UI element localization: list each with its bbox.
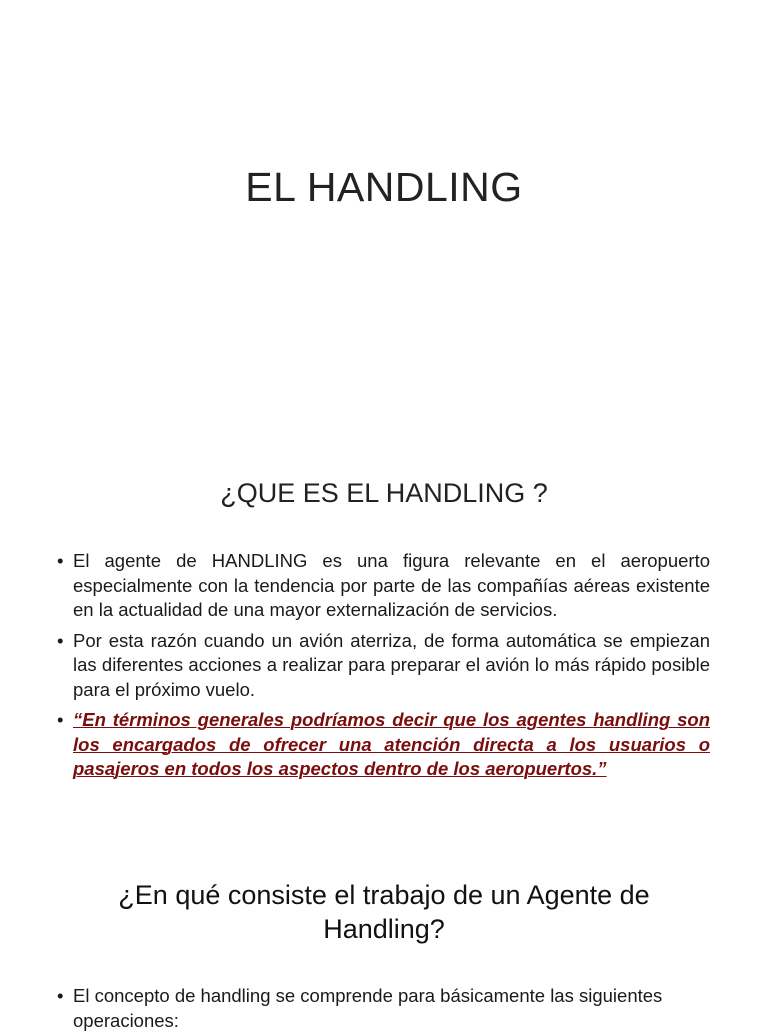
quote-list-item	[57, 708, 710, 782]
section-heading-line: Handling?	[323, 914, 445, 944]
bullet-text: El concepto de handling se comprende para básicamente las siguientes operaciones:	[73, 985, 663, 1031]
page-title: EL HANDLING	[245, 164, 523, 210]
list-item	[57, 629, 710, 703]
section-heading-trabajo	[0, 878, 768, 946]
bullet-text: El agente de HANDLING es una figura relevante en el aeropuerto especialmente con la tendencia por parte de las compañías aéreas existente en la actualidad de una mayor externalización de servicios.	[73, 550, 710, 620]
section-heading-line: ¿En qué consiste el trabajo de un Agente de	[118, 880, 650, 910]
quote-text: “En términos generales podríamos decir que los agentes handling son los encargados de ofrecer una atención directa a los usuarios o pasajeros en todos los aspectos dentro de los aeropuertos.”	[73, 709, 710, 779]
operations-bullet-list	[57, 984, 710, 1033]
bullet-icon: •	[57, 709, 64, 730]
definition-bullet-list	[57, 549, 710, 788]
list-item	[57, 549, 710, 623]
bullet-icon: •	[57, 629, 64, 651]
bullet-icon: •	[57, 985, 64, 1006]
bullet-text: Por esta razón cuando un avión aterriza, de forma automática se empiezan las diferentes acciones a realizar para preparar el avión lo más rápido posible para el próximo vuelo.	[73, 629, 710, 700]
list-item	[57, 984, 710, 1033]
section-title-que-es: ¿QUE ES EL HANDLING ?	[220, 478, 548, 508]
bullet-icon: •	[57, 550, 64, 571]
